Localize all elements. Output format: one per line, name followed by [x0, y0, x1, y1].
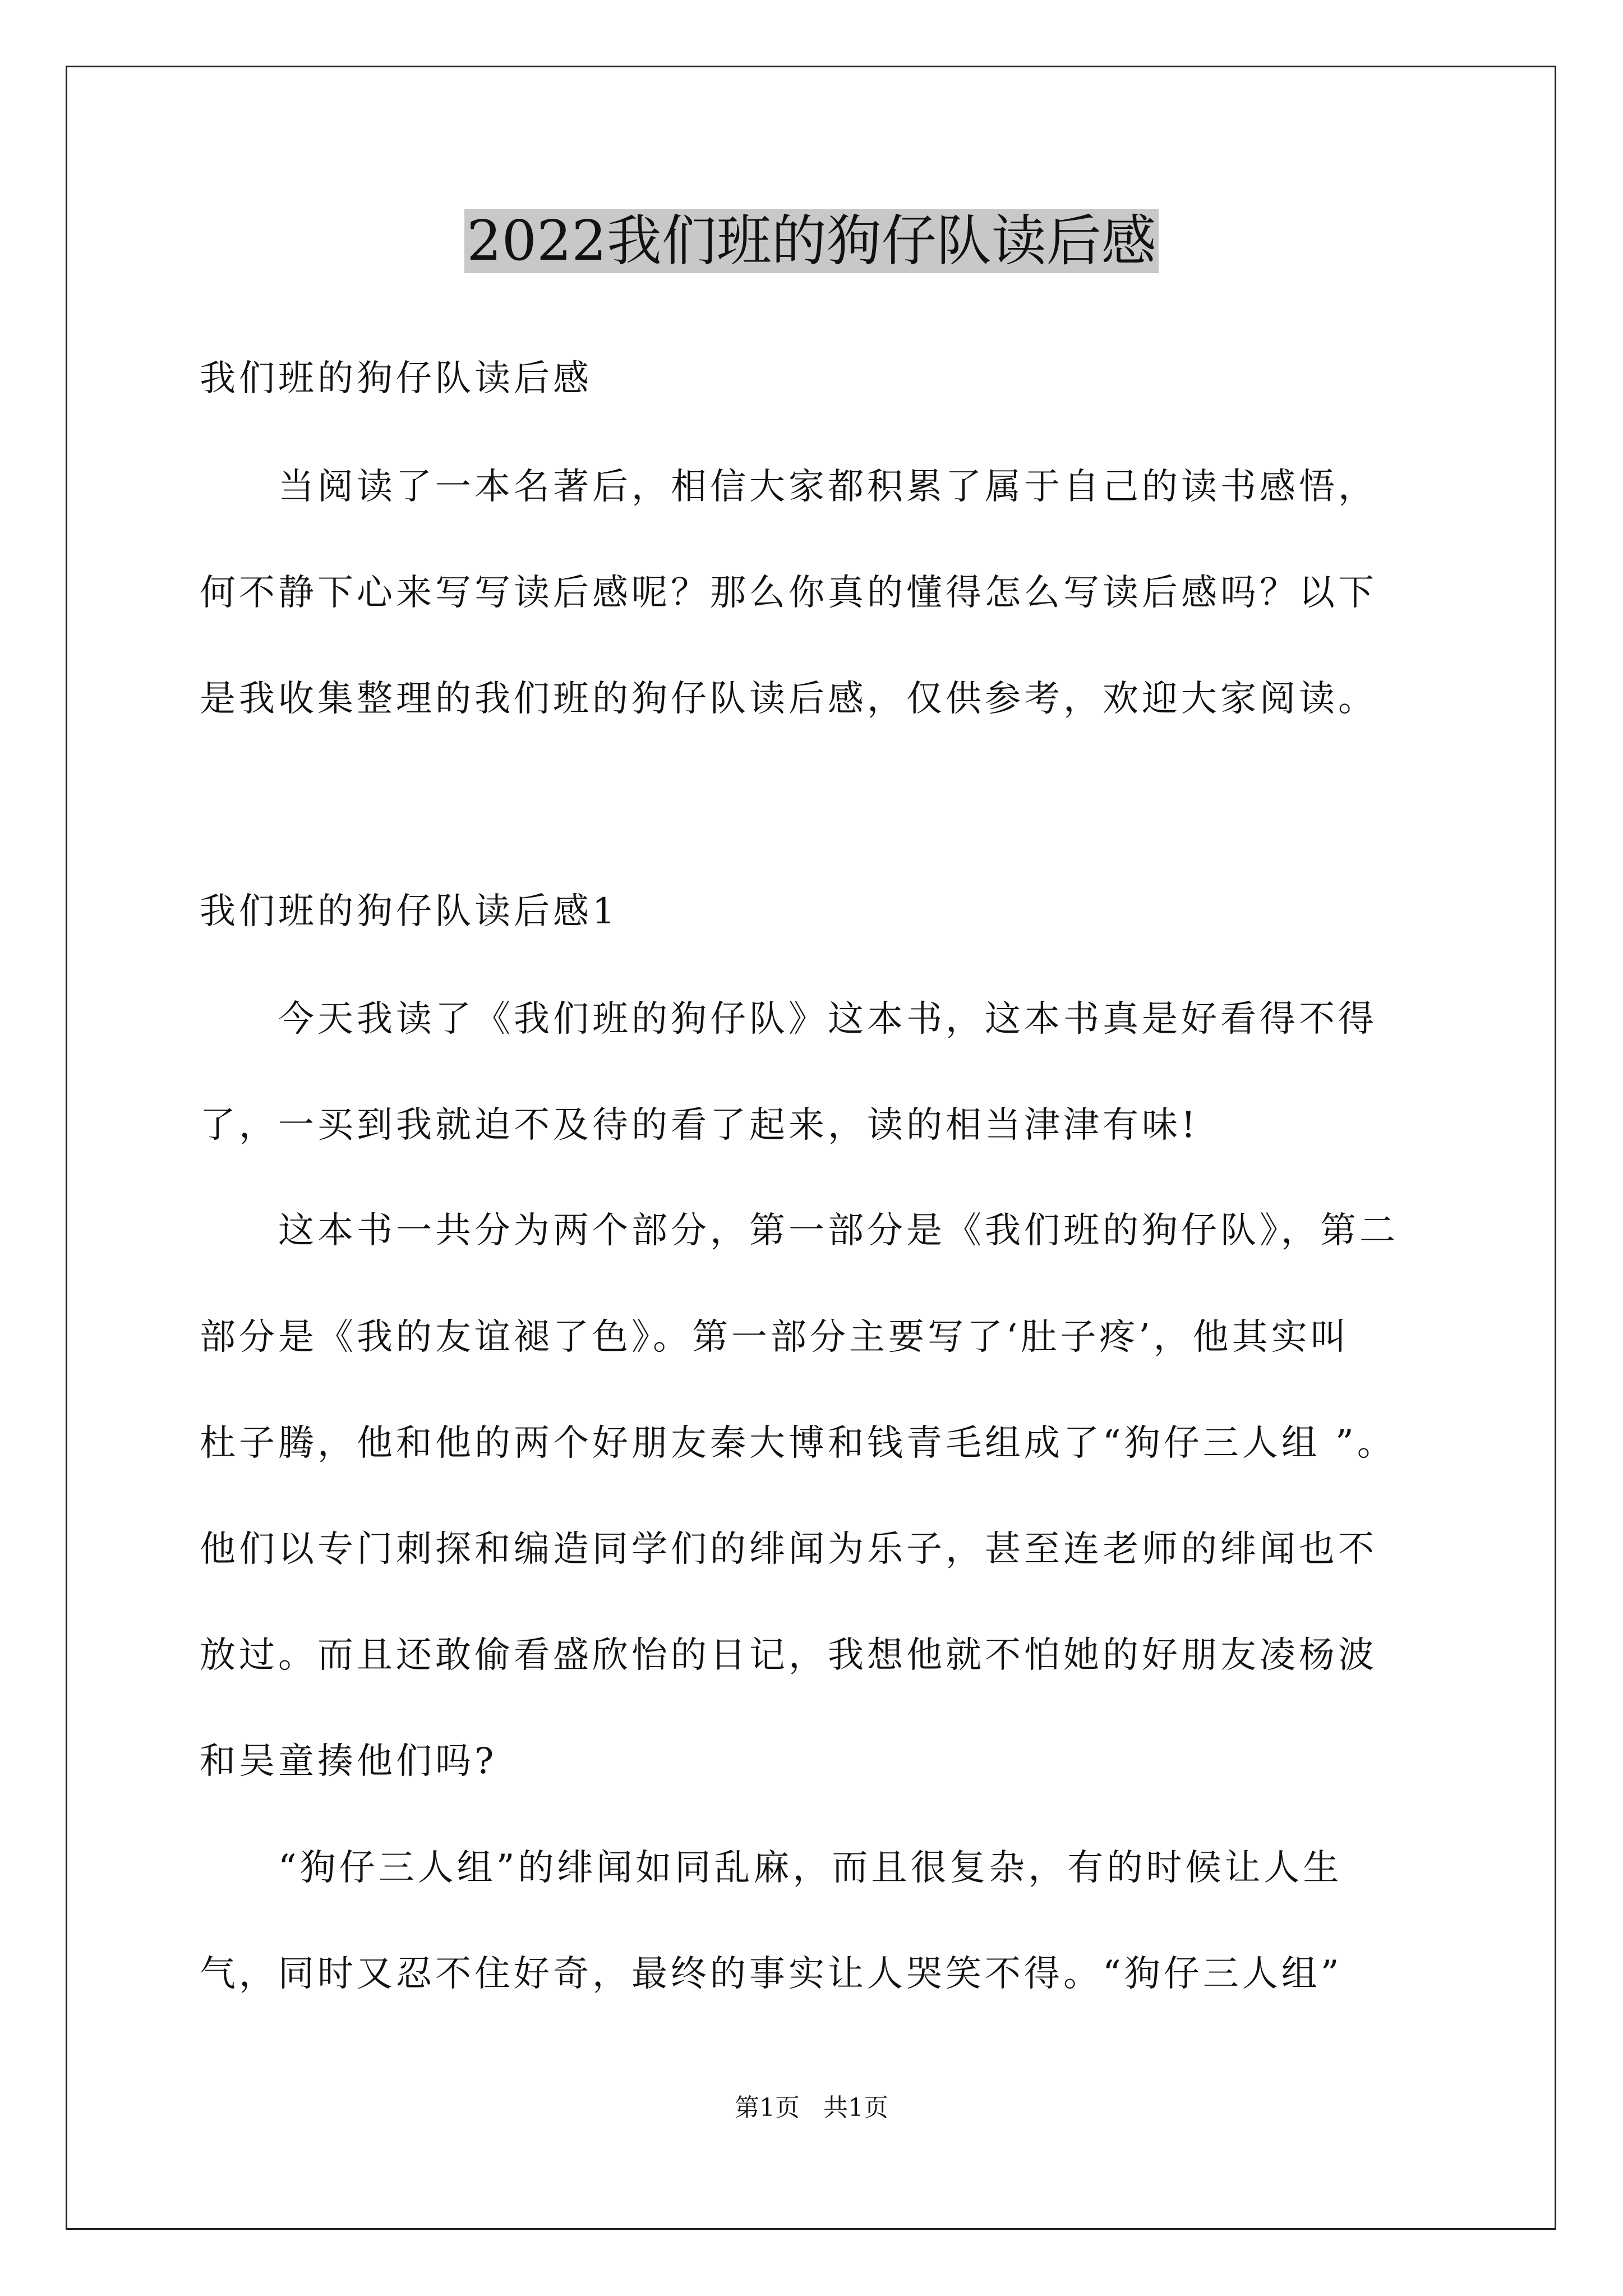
document-title: 2022我们班的狗仔队读后感 — [0, 205, 1623, 278]
paragraph-line: 当阅读了一本名著后，相信大家都积累了属于自己的读书感悟， — [200, 466, 1377, 508]
paragraph-line: 部分是《我的友谊褪了色》。第一部分主要写了‘肚子疼’，他其实叫 — [200, 1317, 1350, 1358]
section-heading: 我们班的狗仔队读后感1 — [200, 891, 619, 932]
paragraph-line: 何不静下心来写写读后感呢？那么你真的懂得怎么写读后感吗？以下 — [200, 572, 1377, 614]
subtitle-line: 我们班的狗仔队读后感 — [200, 358, 592, 399]
paragraph-line: 气，同时又忍不住好奇，最终的事实让人哭笑不得。“狗仔三人组” — [200, 1953, 1343, 1995]
paragraph-line: 是我收集整理的我们班的狗仔队读后感，仅供参考，欢迎大家阅读。 — [200, 678, 1377, 720]
paragraph-line: 杜子腾，他和他的两个好朋友秦大博和钱青毛组成了“狗仔三人组 ”。 — [200, 1423, 1396, 1464]
paragraph-line: “狗仔三人组”的绯闻如同乱麻，而且很复杂，有的时候让人生 — [200, 1847, 1343, 1889]
paragraph-line: 了，一买到我就迫不及待的看了起来，读的相当津津有味! — [200, 1105, 1199, 1146]
paragraph-line: 今天我读了《我们班的狗仔队》这本书，这本书真是好看得不得 — [200, 999, 1377, 1040]
page-footer: 第1页 共1页 — [735, 2093, 888, 2122]
paragraph-line: 和吴童揍他们吗? — [200, 1741, 497, 1782]
paragraph-line: 他们以专门刺探和编造同学们的绯闻为乐子，甚至连老师的绯闻也不 — [200, 1529, 1377, 1570]
paragraph-line: 这本书一共分为两个部分，第一部分是《我们班的狗仔队》，第二 — [200, 1210, 1399, 1251]
paragraph-line: 放过。而且还敢偷看盛欣怡的日记，我想他就不怕她的好朋友凌杨波 — [200, 1635, 1377, 1676]
